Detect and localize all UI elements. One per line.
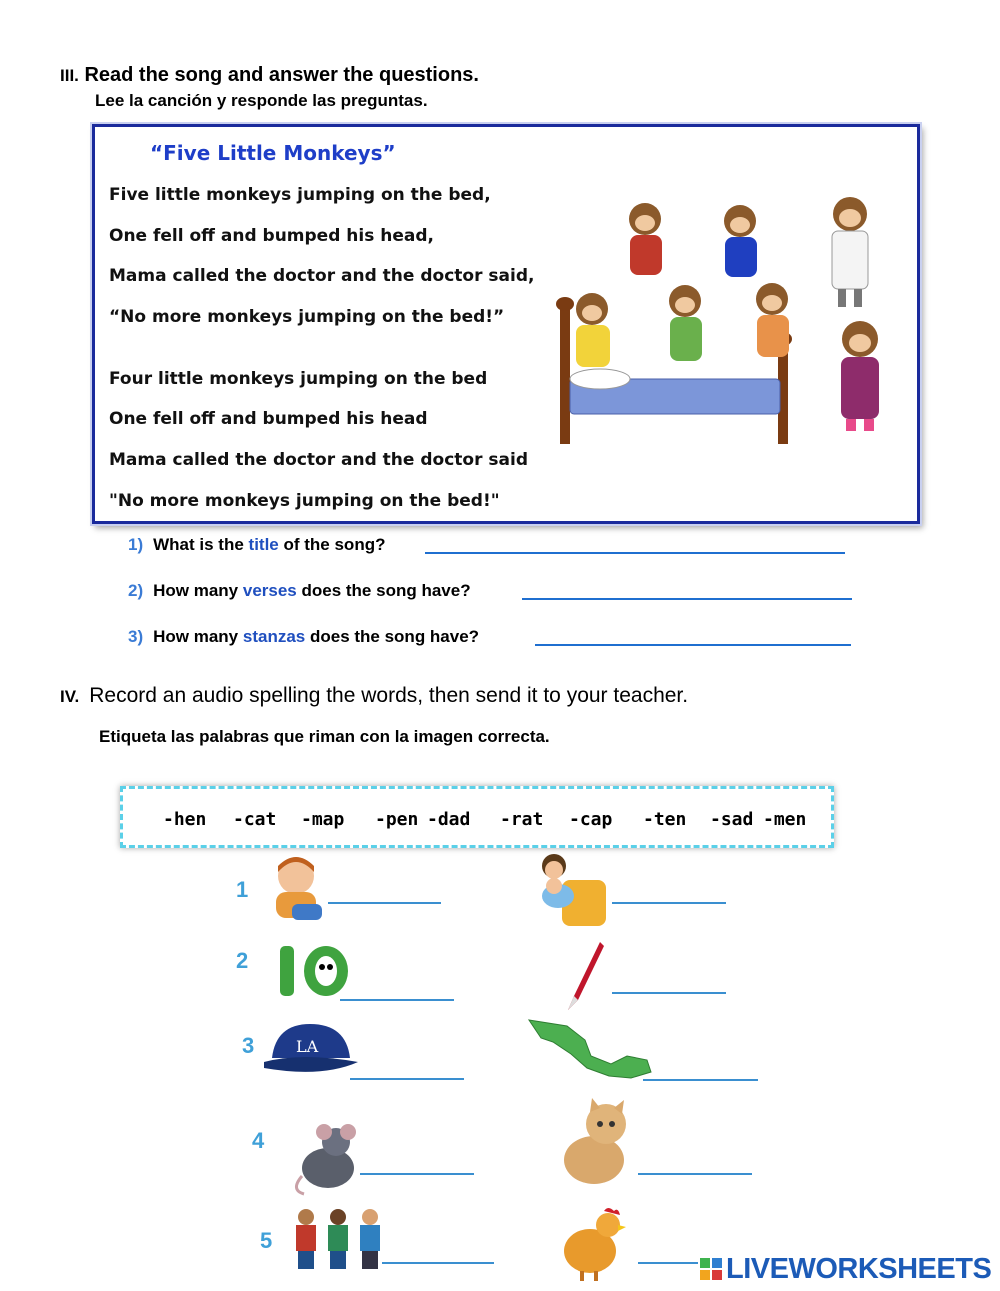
song-line: Mama called the doctor and the doctor said bbox=[109, 450, 528, 470]
answer-blank-2[interactable] bbox=[522, 598, 852, 600]
word-bank-item: -cat bbox=[233, 809, 277, 830]
liveworksheets-logo-icon bbox=[700, 1258, 722, 1280]
rhyme-answer-5-right[interactable] bbox=[638, 1262, 698, 1264]
word-bank-item: -hen bbox=[163, 809, 207, 830]
word-bank-item: -men bbox=[763, 809, 807, 830]
svg-text:LA: LA bbox=[296, 1037, 319, 1056]
question-2: 2) How many verses does the song have? bbox=[128, 581, 471, 600]
song-line: "No more monkeys jumping on the bed!" bbox=[109, 491, 500, 511]
section-3-heading bbox=[60, 64, 479, 87]
rhyme-answer-5-left[interactable] bbox=[382, 1262, 494, 1264]
monkey-doctor bbox=[832, 197, 868, 307]
word-bank-item: -dad bbox=[427, 809, 471, 830]
question-1: 1) What is the title of the song? bbox=[128, 535, 386, 554]
item-number-1: 1 bbox=[236, 877, 249, 902]
sad-boy-icon bbox=[262, 852, 328, 924]
monkey-blue bbox=[724, 205, 757, 277]
section-3-title: Read the song and answer the questions. bbox=[84, 64, 479, 86]
cap-icon bbox=[262, 1018, 360, 1082]
song-line: Mama called the doctor and the doctor said, bbox=[109, 266, 535, 286]
rhyme-answer-1-left[interactable] bbox=[328, 902, 441, 904]
word-bank-item: -cap bbox=[569, 809, 613, 830]
section-4-title: Record an audio spelling the words, then send it to your teacher. bbox=[89, 684, 689, 707]
rhyme-answer-2-right[interactable] bbox=[612, 992, 726, 994]
cat-icon bbox=[556, 1098, 638, 1186]
monkeys-illustration bbox=[550, 189, 912, 459]
item-number-4: 4 bbox=[252, 1128, 265, 1153]
men-icon bbox=[288, 1207, 388, 1271]
answer-blank-3[interactable] bbox=[535, 644, 851, 646]
item-number-5: 5 bbox=[260, 1228, 273, 1253]
monkey-orange bbox=[756, 283, 789, 357]
word-bank bbox=[120, 786, 834, 848]
monkey-red bbox=[629, 203, 662, 275]
section-4-number: IV. bbox=[60, 687, 80, 706]
song-box bbox=[92, 124, 920, 524]
song-line: Five little monkeys jumping on the bed, bbox=[109, 185, 491, 205]
section-4-heading bbox=[60, 684, 688, 708]
song-line: Four little monkeys jumping on the bed bbox=[109, 369, 488, 389]
section-3-number: III. bbox=[60, 66, 79, 85]
word-bank-item: -rat bbox=[500, 809, 544, 830]
rhyme-answer-4-left[interactable] bbox=[360, 1173, 474, 1175]
item-number-2: 2 bbox=[236, 948, 249, 973]
word-bank-item: -pen bbox=[375, 809, 419, 830]
dad-icon bbox=[532, 852, 608, 926]
rhyme-answer-4-right[interactable] bbox=[638, 1173, 752, 1175]
rhyme-answer-2-left[interactable] bbox=[340, 999, 454, 1001]
section-4-subtitle: Etiqueta las palabras que riman con la imagen correcta. bbox=[99, 727, 550, 746]
item-number-3: 3 bbox=[242, 1033, 255, 1058]
logo-text: LIVEWORKSHEETS bbox=[726, 1253, 992, 1285]
liveworksheets-logo[interactable] bbox=[700, 1253, 991, 1286]
number-ten-icon bbox=[276, 942, 352, 1000]
map-icon bbox=[527, 1016, 655, 1082]
word-bank-item: -map bbox=[301, 809, 345, 830]
song-line: One fell off and bumped his head, bbox=[109, 226, 435, 246]
song-title: “Five Little Monkeys” bbox=[150, 141, 396, 165]
rhyme-answer-1-right[interactable] bbox=[612, 902, 726, 904]
song-line: One fell off and bumped his head bbox=[109, 409, 428, 429]
word-bank-item: -ten bbox=[643, 809, 687, 830]
monkey-green bbox=[669, 285, 702, 361]
rat-icon bbox=[290, 1120, 372, 1198]
monkey-mama bbox=[841, 321, 879, 431]
answer-blank-1[interactable] bbox=[425, 552, 845, 554]
word-bank-item: -sad bbox=[710, 809, 754, 830]
question-3: 3) How many stanzas does the song have? bbox=[128, 627, 480, 646]
monkey-yellow bbox=[576, 293, 610, 367]
hen-icon bbox=[556, 1205, 628, 1281]
rhyme-answer-3-right[interactable] bbox=[643, 1079, 758, 1081]
rhyme-answer-3-left[interactable] bbox=[350, 1078, 464, 1080]
section-3-subtitle: Lee la canción y responde las preguntas. bbox=[95, 91, 428, 110]
song-line: “No more monkeys jumping on the bed!” bbox=[109, 307, 505, 327]
pen-icon bbox=[560, 938, 606, 1014]
